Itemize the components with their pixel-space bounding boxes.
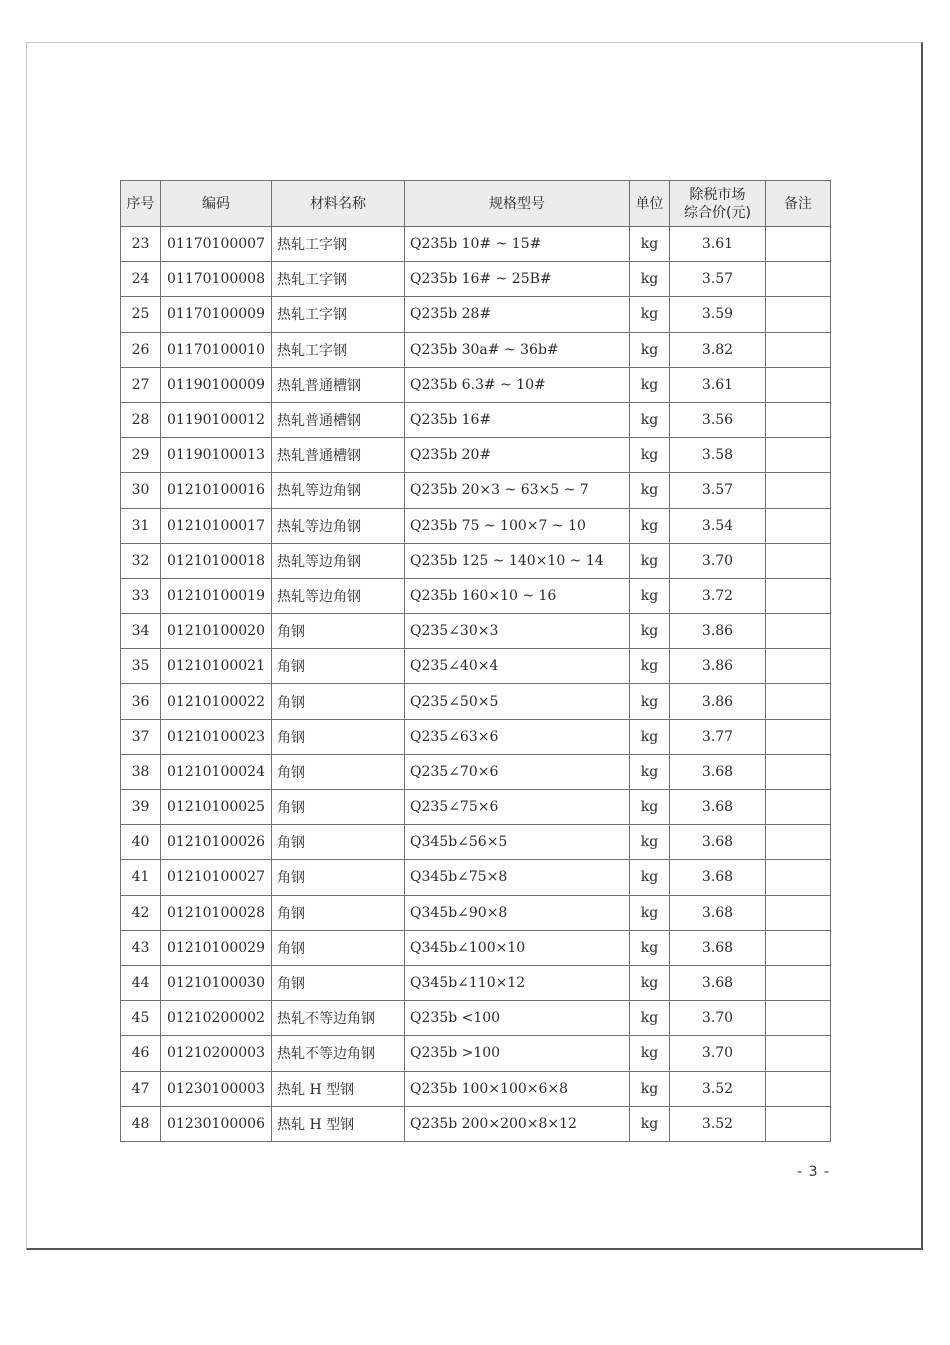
table-row <box>121 930 831 965</box>
cell-price: 3.56 <box>670 402 766 437</box>
cell-code: 01210100020 <box>161 614 272 649</box>
header-note: 备注 <box>766 181 831 227</box>
cell-seq: 38 <box>121 754 161 789</box>
cell-material-name: 热轧 H 型钢 <box>272 1071 405 1106</box>
cell-seq: 45 <box>121 1001 161 1036</box>
cell-spec: Q235b 200×200×8×12 <box>405 1106 630 1141</box>
cell-price: 3.68 <box>670 754 766 789</box>
table-row <box>121 297 831 332</box>
cell-unit: kg <box>630 367 670 402</box>
cell-note <box>766 473 831 508</box>
table-row <box>121 1106 831 1141</box>
cell-price: 3.82 <box>670 332 766 367</box>
cell-unit: kg <box>630 297 670 332</box>
cell-price: 3.58 <box>670 438 766 473</box>
cell-note <box>766 825 831 860</box>
table-row <box>121 825 831 860</box>
cell-seq: 44 <box>121 965 161 1000</box>
cell-spec: Q235b 160×10 ~ 16 <box>405 578 630 613</box>
cell-note <box>766 790 831 825</box>
cell-unit: kg <box>630 1071 670 1106</box>
cell-unit: kg <box>630 895 670 930</box>
cell-price: 3.54 <box>670 508 766 543</box>
cell-code: 01210100021 <box>161 649 272 684</box>
cell-material-name: 角钢 <box>272 930 405 965</box>
cell-spec: Q235∠75×6 <box>405 790 630 825</box>
cell-unit: kg <box>630 1036 670 1071</box>
table-row <box>121 719 831 754</box>
cell-material-name: 热轧不等边角钢 <box>272 1001 405 1036</box>
cell-spec: Q345b∠100×10 <box>405 930 630 965</box>
cell-spec: Q235b >100 <box>405 1036 630 1071</box>
cell-unit: kg <box>630 790 670 825</box>
cell-price: 3.68 <box>670 825 766 860</box>
cell-spec: Q235b 30a# ~ 36b# <box>405 332 630 367</box>
cell-seq: 46 <box>121 1036 161 1071</box>
cell-note <box>766 754 831 789</box>
cell-spec: Q235∠70×6 <box>405 754 630 789</box>
cell-unit: kg <box>630 332 670 367</box>
cell-seq: 31 <box>121 508 161 543</box>
table-row <box>121 543 831 578</box>
table-row <box>121 860 831 895</box>
cell-seq: 33 <box>121 578 161 613</box>
cell-code: 01210100027 <box>161 860 272 895</box>
cell-note <box>766 297 831 332</box>
cell-price: 3.68 <box>670 860 766 895</box>
cell-price: 3.68 <box>670 895 766 930</box>
header-unit: 单位 <box>630 181 670 227</box>
cell-note <box>766 402 831 437</box>
cell-code: 01170100010 <box>161 332 272 367</box>
price-table <box>120 180 831 1142</box>
cell-code: 01190100013 <box>161 438 272 473</box>
cell-material-name: 热轧工字钢 <box>272 332 405 367</box>
table-row <box>121 684 831 719</box>
cell-code: 01210100026 <box>161 825 272 860</box>
table-body <box>121 227 831 1142</box>
header-name: 材料名称 <box>272 181 405 227</box>
table-row <box>121 332 831 367</box>
cell-price: 3.52 <box>670 1071 766 1106</box>
cell-material-name: 热轧不等边角钢 <box>272 1036 405 1071</box>
cell-material-name: 热轧普通槽钢 <box>272 367 405 402</box>
cell-spec: Q235b 16# <box>405 402 630 437</box>
cell-unit: kg <box>630 649 670 684</box>
cell-price: 3.68 <box>670 930 766 965</box>
cell-seq: 40 <box>121 825 161 860</box>
cell-unit: kg <box>630 473 670 508</box>
table-header-row <box>121 181 831 227</box>
cell-code: 01210100025 <box>161 790 272 825</box>
cell-code: 01190100009 <box>161 367 272 402</box>
cell-spec: Q235b 16# ~ 25B# <box>405 262 630 297</box>
cell-material-name: 角钢 <box>272 860 405 895</box>
cell-spec: Q235∠50×5 <box>405 684 630 719</box>
cell-unit: kg <box>630 930 670 965</box>
cell-material-name: 热轧普通槽钢 <box>272 402 405 437</box>
cell-seq: 28 <box>121 402 161 437</box>
cell-note <box>766 965 831 1000</box>
header-seq: 序号 <box>121 181 161 227</box>
table-row <box>121 578 831 613</box>
cell-unit: kg <box>630 1106 670 1141</box>
cell-seq: 39 <box>121 790 161 825</box>
cell-material-name: 角钢 <box>272 790 405 825</box>
cell-unit: kg <box>630 965 670 1000</box>
cell-seq: 30 <box>121 473 161 508</box>
cell-seq: 26 <box>121 332 161 367</box>
table-row <box>121 438 831 473</box>
cell-price: 3.86 <box>670 649 766 684</box>
cell-unit: kg <box>630 614 670 649</box>
cell-price: 3.70 <box>670 543 766 578</box>
table-row <box>121 227 831 262</box>
cell-price: 3.77 <box>670 719 766 754</box>
cell-code: 01230100006 <box>161 1106 272 1141</box>
cell-code: 01210100016 <box>161 473 272 508</box>
cell-unit: kg <box>630 508 670 543</box>
cell-material-name: 角钢 <box>272 754 405 789</box>
header-price-line1: 除税市场 <box>689 186 746 203</box>
cell-material-name: 热轧 H 型钢 <box>272 1106 405 1141</box>
table-row <box>121 965 831 1000</box>
cell-price: 3.70 <box>670 1001 766 1036</box>
table-row <box>121 895 831 930</box>
table-row <box>121 508 831 543</box>
cell-price: 3.52 <box>670 1106 766 1141</box>
cell-spec: Q235b 20# <box>405 438 630 473</box>
cell-spec: Q235∠63×6 <box>405 719 630 754</box>
cell-price: 3.59 <box>670 297 766 332</box>
table-row <box>121 473 831 508</box>
cell-material-name: 热轧工字钢 <box>272 262 405 297</box>
cell-code: 01230100003 <box>161 1071 272 1106</box>
cell-unit: kg <box>630 402 670 437</box>
cell-note <box>766 438 831 473</box>
page-number: - 3 - <box>797 1164 830 1180</box>
cell-code: 01210100029 <box>161 930 272 965</box>
cell-material-name: 角钢 <box>272 649 405 684</box>
cell-unit: kg <box>630 262 670 297</box>
cell-unit: kg <box>630 578 670 613</box>
table-row <box>121 1036 831 1071</box>
cell-code: 01170100007 <box>161 227 272 262</box>
cell-spec: Q345b∠75×8 <box>405 860 630 895</box>
cell-material-name: 热轧工字钢 <box>272 297 405 332</box>
cell-code: 01190100012 <box>161 402 272 437</box>
cell-code: 01170100009 <box>161 297 272 332</box>
cell-material-name: 热轧等边角钢 <box>272 508 405 543</box>
cell-material-name: 热轧等边角钢 <box>272 543 405 578</box>
cell-note <box>766 1036 831 1071</box>
cell-price: 3.61 <box>670 227 766 262</box>
cell-spec: Q345b∠110×12 <box>405 965 630 1000</box>
cell-spec: Q235∠30×3 <box>405 614 630 649</box>
cell-material-name: 热轧普通槽钢 <box>272 438 405 473</box>
cell-note <box>766 614 831 649</box>
cell-note <box>766 719 831 754</box>
cell-seq: 47 <box>121 1071 161 1106</box>
header-price-line2: 综合价(元) <box>684 204 751 221</box>
cell-price: 3.68 <box>670 965 766 1000</box>
cell-code: 01210100023 <box>161 719 272 754</box>
table-row <box>121 790 831 825</box>
cell-price: 3.86 <box>670 614 766 649</box>
cell-note <box>766 578 831 613</box>
cell-seq: 37 <box>121 719 161 754</box>
table-row <box>121 402 831 437</box>
cell-code: 01210100018 <box>161 543 272 578</box>
cell-seq: 27 <box>121 367 161 402</box>
cell-spec: Q235b <100 <box>405 1001 630 1036</box>
cell-seq: 43 <box>121 930 161 965</box>
cell-spec: Q345b∠90×8 <box>405 895 630 930</box>
cell-note <box>766 860 831 895</box>
cell-spec: Q235b 125 ~ 140×10 ~ 14 <box>405 543 630 578</box>
cell-material-name: 热轧工字钢 <box>272 227 405 262</box>
cell-material-name: 角钢 <box>272 614 405 649</box>
table-row <box>121 754 831 789</box>
cell-spec: Q235b 10# ~ 15# <box>405 227 630 262</box>
cell-price: 3.61 <box>670 367 766 402</box>
cell-material-name: 角钢 <box>272 895 405 930</box>
cell-code: 01210100028 <box>161 895 272 930</box>
cell-spec: Q235b 6.3# ~ 10# <box>405 367 630 402</box>
table-row <box>121 1071 831 1106</box>
cell-seq: 42 <box>121 895 161 930</box>
cell-price: 3.72 <box>670 578 766 613</box>
cell-seq: 35 <box>121 649 161 684</box>
cell-unit: kg <box>630 825 670 860</box>
cell-seq: 29 <box>121 438 161 473</box>
cell-price: 3.86 <box>670 684 766 719</box>
header-code: 编码 <box>161 181 272 227</box>
header-spec: 规格型号 <box>405 181 630 227</box>
cell-unit: kg <box>630 1001 670 1036</box>
table-row <box>121 367 831 402</box>
cell-seq: 34 <box>121 614 161 649</box>
table-row <box>121 649 831 684</box>
cell-note <box>766 543 831 578</box>
cell-unit: kg <box>630 227 670 262</box>
table-row <box>121 614 831 649</box>
cell-note <box>766 1106 831 1141</box>
cell-note <box>766 684 831 719</box>
cell-unit: kg <box>630 543 670 578</box>
cell-spec: Q235b 100×100×6×8 <box>405 1071 630 1106</box>
cell-code: 01210200003 <box>161 1036 272 1071</box>
cell-price: 3.57 <box>670 262 766 297</box>
cell-material-name: 角钢 <box>272 719 405 754</box>
cell-spec: Q235∠40×4 <box>405 649 630 684</box>
cell-note <box>766 332 831 367</box>
cell-material-name: 角钢 <box>272 684 405 719</box>
cell-seq: 23 <box>121 227 161 262</box>
cell-unit: kg <box>630 684 670 719</box>
cell-note <box>766 227 831 262</box>
cell-spec: Q235b 20×3 ~ 63×5 ~ 7 <box>405 473 630 508</box>
cell-seq: 32 <box>121 543 161 578</box>
cell-note <box>766 1001 831 1036</box>
cell-note <box>766 930 831 965</box>
cell-seq: 36 <box>121 684 161 719</box>
cell-code: 01210100030 <box>161 965 272 1000</box>
cell-unit: kg <box>630 719 670 754</box>
cell-note <box>766 1071 831 1106</box>
cell-seq: 25 <box>121 297 161 332</box>
cell-spec: Q235b 75 ~ 100×7 ~ 10 <box>405 508 630 543</box>
cell-seq: 48 <box>121 1106 161 1141</box>
header-price <box>670 181 766 227</box>
cell-note <box>766 895 831 930</box>
cell-code: 01210100024 <box>161 754 272 789</box>
cell-seq: 24 <box>121 262 161 297</box>
cell-material-name: 角钢 <box>272 965 405 1000</box>
cell-unit: kg <box>630 860 670 895</box>
cell-unit: kg <box>630 754 670 789</box>
cell-price: 3.68 <box>670 790 766 825</box>
cell-note <box>766 367 831 402</box>
cell-material-name: 热轧等边角钢 <box>272 578 405 613</box>
table-row <box>121 1001 831 1036</box>
cell-code: 01210100017 <box>161 508 272 543</box>
cell-code: 01170100008 <box>161 262 272 297</box>
cell-spec: Q345b∠56×5 <box>405 825 630 860</box>
cell-unit: kg <box>630 438 670 473</box>
cell-seq: 41 <box>121 860 161 895</box>
cell-material-name: 热轧等边角钢 <box>272 473 405 508</box>
cell-material-name: 角钢 <box>272 825 405 860</box>
cell-code: 01210100019 <box>161 578 272 613</box>
cell-price: 3.57 <box>670 473 766 508</box>
cell-spec: Q235b 28# <box>405 297 630 332</box>
cell-note <box>766 508 831 543</box>
cell-price: 3.70 <box>670 1036 766 1071</box>
table-row <box>121 262 831 297</box>
cell-note <box>766 649 831 684</box>
cell-code: 01210100022 <box>161 684 272 719</box>
cell-note <box>766 262 831 297</box>
cell-code: 01210200002 <box>161 1001 272 1036</box>
